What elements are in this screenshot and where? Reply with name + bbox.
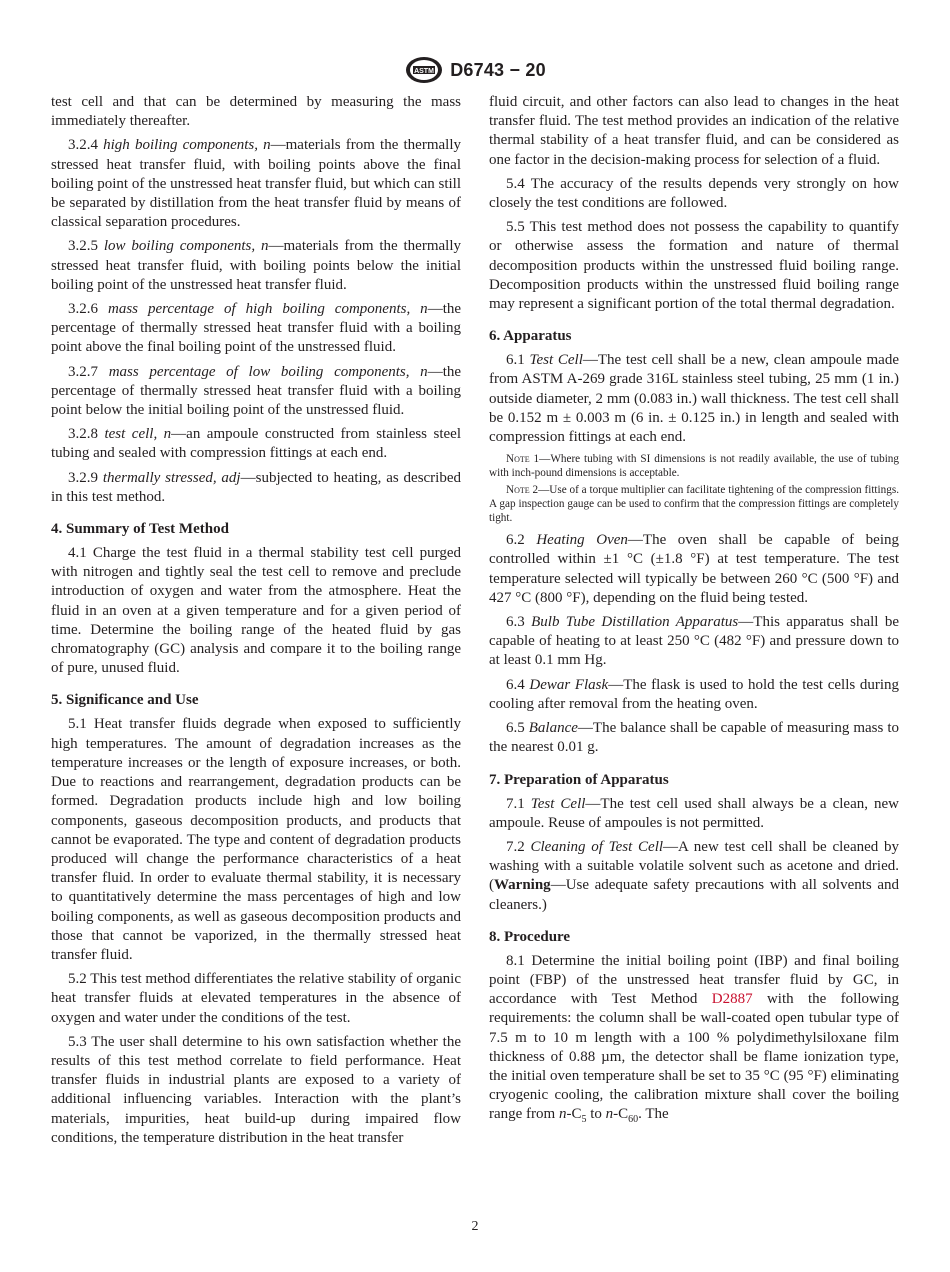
paragraph-continued: test cell and that can be determined by measuring the mass immediately thereafter. <box>51 94 461 130</box>
heading-section-5: 5. Significance and Use <box>51 692 199 709</box>
paragraph-4-1: 4.1 Charge the test fluid in a thermal stability test cell purged with nitrogen and tightly seal the test cell to remove and preclude introduction of oxygen and water from the atmosphere. Heat the fluid in an oven at a given temperature and for a given period of time. Determine the boiling range of the heated fluid by gas chromatography (GC) analysis and compare it to the boiling range of pure, unused fluid. <box>51 545 461 677</box>
paragraph-5-2: 5.2 This test method differentiates the relative stability of organic heat transfer fluids at elevated temperatures in the absence of oxygen and water under the conditions of the test. <box>51 971 461 1026</box>
left-column <box>51 93 461 1153</box>
heading-section-8: 8. Procedure <box>489 928 571 945</box>
paragraph-3-2-7: 3.2.7 mass percentage of low boiling components, n—the percentage of thermally stressed heat transfer fluid with a boiling point below the initial boiling point of the unstressed fluid. <box>51 363 462 419</box>
paragraph-6-2: 6.2 Heating Oven—The oven shall be capable of being controlled within ±1 °C (±1.8 °F) at test temperature. The test temperature selected will typically be between 260 °C (500 °F) and 427 °C (800 °F), depending on the fluid being tested. <box>489 532 899 606</box>
paragraph-5-4: 5.4 The accuracy of the results depends very strongly on how closely the test conditions are followed. <box>489 175 899 212</box>
paragraph-3-2-9: 3.2.9 thermally stressed, adj—subjected to heating, as described in this test method. <box>51 469 462 505</box>
paragraph-3-2-5: 3.2.5 low boiling components, n—materials from the thermally stressed heat transfer fluid, with boiling points below the initial boiling point of the unstressed heat transfer fluid. <box>51 238 461 293</box>
note-1: Note 1—Where tubing with SI dimensions is not readily available, the use of tubing with inch-pound dimensions is acceptable. <box>489 453 899 480</box>
paragraph-6-1: 6.1 Test Cell—The test cell shall be a new, clean ampoule made from ASTM A-269 grade 316L stainless steel tubing, 25 mm (1 in.) outside diameter, 2 mm (0.083 in.) wall thickness. The test cell shall be 0.152 m ± 0.003 m (6 in. ± 0.125 in.) in length and sealed with compression fittings at each end. <box>489 352 899 446</box>
paragraph-5-5: 5.5 This test method does not possess the capability to quantify or otherwise assess the formation and nature of thermal decomposition products within the unstressed fluid boiling range. Decomposition products within the unstressed fluid boiling range may represent a significant portion of the total thermal degradation. <box>489 219 899 313</box>
paragraph-5-3: 5.3 The user shall determine to his own satisfaction whether the results of this test method correlate to field performance. Heat transfer fluids in industrial plants are exposed to a variety of additional influencing variables. Interaction with the plant’s materials, impurities, heat build-up during impaired flow conditions, the temperature distribution in the heat transfer <box>51 1033 461 1146</box>
page-number: 2 <box>471 1219 479 1234</box>
right-column <box>489 93 899 1130</box>
page-header <box>0 54 950 86</box>
paragraph-8-1: 8.1 Determine the initial boiling point (IBP) and final boiling point (FBP) of the unstressed heat transfer fluid by GC, in accordance with Test Method D2887 with the following requirements: the column shall be wall-coated open tubular type of 7.5 m to 10 m length with a 100 % polydimethylsiloxane film thickness of 0.88 µm, the detector shall be flame ionization type, the initial oven temperature shall be set to 35 °C (95 °F) eliminating cryogenic cooling, the calibration mixture shall cover the boiling range from $n-C_5$ to $n-C_{60}$. The <box>489 952 899 1126</box>
paragraph-7-1: 7.1 Test Cell—The test cell used shall always be a clean, new ampoule. Reuse of ampoules is not permitted. <box>489 795 899 831</box>
d2887-link[interactable]: D2887 <box>711 991 753 1008</box>
paragraph-6-3: 6.3 Bulb Tube Distillation Apparatus—This apparatus shall be capable of heating to at least 250 °C (482 °F) and pressure down to at least 0.1 mm Hg. <box>489 614 899 669</box>
astm-logo-icon <box>404 55 444 85</box>
document-designation: D6743 − 20 <box>450 59 546 80</box>
heading-section-7: 7. Preparation of Apparatus <box>489 771 669 788</box>
heading-section-6: 6. Apparatus <box>489 328 572 345</box>
paragraph-7-2: 7.2 Cleaning of Test Cell—A new test cell shall be cleaned by washing with a suitable volatile solvent such as acetone and dried. (Warning—Use adequate safety precautions with all solvents and cleaners.) <box>489 838 900 913</box>
paragraph-5-1: 5.1 Heat transfer fluids degrade when exposed to sufficiently high temperatures. The amount of degradation increases as the temperature increases or the length of exposure increases, or both. Due to reactions and rearrangement, degradation products can be formed. Degradation products include high and low boiling components, gaseous decomposition products, and products that cannot be evaporated. The type and content of degradation products produced will change the performance characteristics of a heat transfer fluid. In order to evaluate thermal stability, it is necessary to quantitatively determine the mass percentages of high and low boiling components, as well as gaseous decomposition products and those that cannot be vaporized, in the thermally stressed heat transfer fluid. <box>51 716 461 963</box>
paragraph-5-3-continued: fluid circuit, and other factors can also lead to changes in the heat transfer fluid. The test method provides an indication of the relative thermal stability of a heat transfer fluid, and can be considered as one factor in the decision-making process for selection of a fluid. <box>489 94 899 168</box>
astm-logo-text: ASTM <box>414 68 435 75</box>
paragraph-6-5: 6.5 Balance—The balance shall be capable of measuring mass to the nearest 0.01 g. <box>489 720 899 756</box>
paragraph-6-4: 6.4 Dewar Flask—The flask is used to hold the test cells during cooling after removal from the heating oven. <box>489 676 899 712</box>
heading-section-4: 4. Summary of Test Method <box>51 521 229 538</box>
paragraph-3-2-8: 3.2.8 test cell, n—an ampoule constructed from stainless steel tubing and sealed with compression fittings at each end. <box>51 426 461 462</box>
paragraph-3-2-4: 3.2.4 high boiling components, n—materials from the thermally stressed heat transfer fluid, with boiling points above the final boiling point of the unstressed heat transfer fluid, but which can still be separated by distillation from the heat transfer fluid by means of classical separation procedures. <box>51 137 461 231</box>
note-2: Note 2—Use of a torque multiplier can facilitate tightening of the compression fittings. A gap inspection gauge can be used to confirm that the compression fittings are completely tight. <box>489 483 899 525</box>
paragraph-3-2-6: 3.2.6 mass percentage of high boiling components, n—the percentage of thermally stressed heat transfer fluid with a boiling point above the final boiling point of the unstressed fluid. <box>51 301 462 356</box>
